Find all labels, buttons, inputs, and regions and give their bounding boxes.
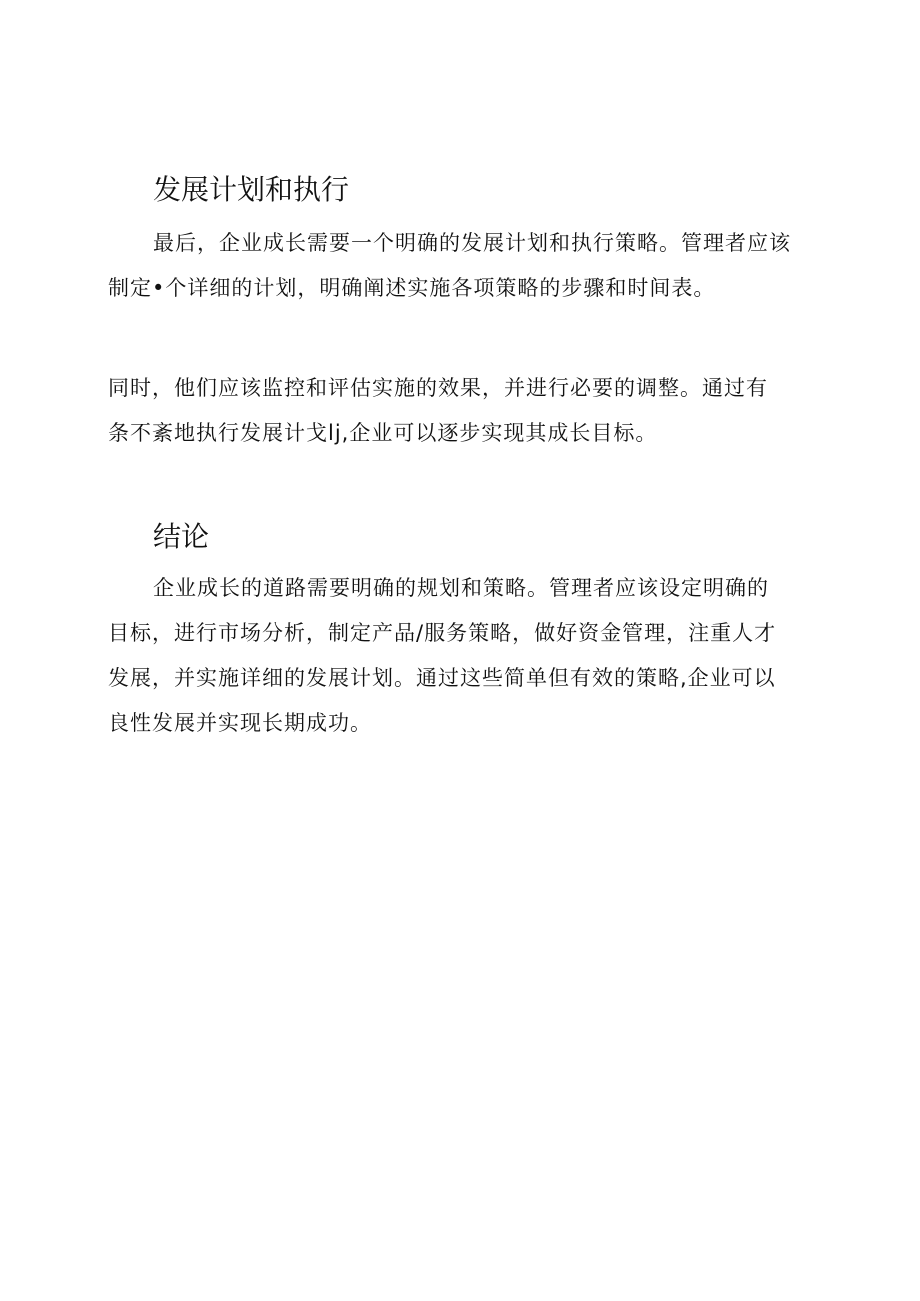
paragraph [0, 566, 920, 746]
paragraph-line: 发展，并实施详细的发展计划。通过这些简单但有效的策略,企业可以 [108, 666, 776, 690]
section-heading-development-plan: 发展计划和执行 [153, 173, 350, 206]
paragraph [0, 366, 920, 456]
paragraph-line: 良性发展并实现长期成功。 [108, 711, 372, 735]
paragraph-line: 企业成长的道路需要明确的规划和策略。管理者应该设定明确的 [153, 576, 769, 600]
paragraph-line: 目标，进行市场分析，制定产品/服务策略，做好资金管理，注重人才 [108, 621, 777, 645]
paragraph-line: 最后，企业成长需要一个明确的发展计划和执行策略。管理者应该 [153, 231, 791, 255]
paragraph-line: 同时，他们应该监控和评估实施的效果，并进行必要的调整。通过有 [108, 376, 768, 400]
paragraph-line: 制定•个详细的计划，明确阐述实施各项策略的步骤和时间表。 [108, 276, 716, 300]
paragraph [0, 221, 920, 311]
paragraph-line: 条不紊地执行发展计戈lj,企业可以逐步实现其成长目标。 [108, 421, 658, 445]
section-heading-conclusion: 结论 [153, 520, 210, 553]
